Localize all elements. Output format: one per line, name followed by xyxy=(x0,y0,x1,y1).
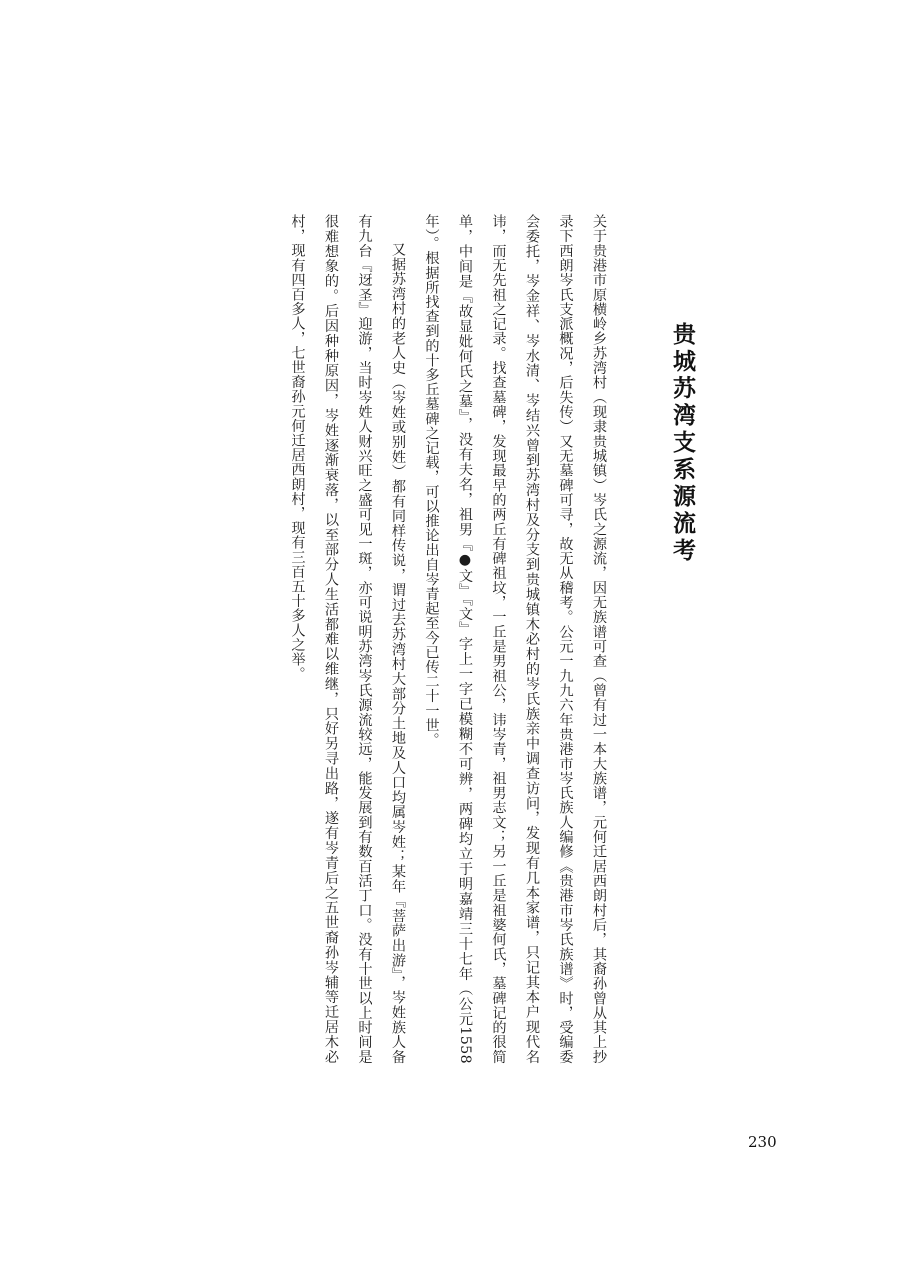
page-number: 230 xyxy=(748,1133,777,1151)
article-body xyxy=(285,214,615,1064)
page-title: 贵城苏湾支系源流考 xyxy=(669,322,695,565)
paragraph-1: 关于贵港市原横岭乡苏湾村（现隶贵城镇）岑氏之源流，因无族谱可查（曾有过一本大族谱，元何迁居西朗村后，其裔孙曾从其上抄录下西朗岑氏支派概况，后失传）又无墓碑可寻，故无从稽考。公元一九九六年贵港市岑氏族人编修《贵港市岑氏族谱》时，受编委会委托，岑金祥、岑水清、岑结兴曾到苏湾村及分支到贵城镇木必村的岑氏族亲中调查访问，发现有几本家谱，只记其本户现代名讳，而无先祖之记录。找查墓碑，发现最早的两丘有碑祖坟，一丘是男祖公，讳岑青，祖男志文；另一丘是祖婆何氏，墓碑记的很简单，中间是『故显妣何氏之墓』，没有夫名，祖男『●文』『文』字上一字已模糊不可辨，两碑均立于明嘉靖三十七年（公元1558年）。根据所找查到的十多丘墓碑之记载，可以推论出自岑青起至今已传二十一世。 xyxy=(423,214,607,1064)
paragraph-2: 又据苏湾村的老人史（岑姓或别姓）都有同样传说，谓过去苏湾村大部分土地及人口均属岑姓；某年『菩萨出游』，岑姓族人备有九台『迓圣』迎游，当时岑姓人财兴旺之盛可见一斑，亦可说明苏湾岑氏源流较远，能发展到有数百活丁口。没有十世以上时间是很难想象的。后因种种原因，岑姓逐渐衰落，以至部分人生活都难以维继，只好另寻出路，遂有岑青后之五世裔孙岑辅等迁居木必村，现有四百多人，七世裔孙元何迁居西朗村，现有三百五十多人之举。 xyxy=(289,214,406,1064)
